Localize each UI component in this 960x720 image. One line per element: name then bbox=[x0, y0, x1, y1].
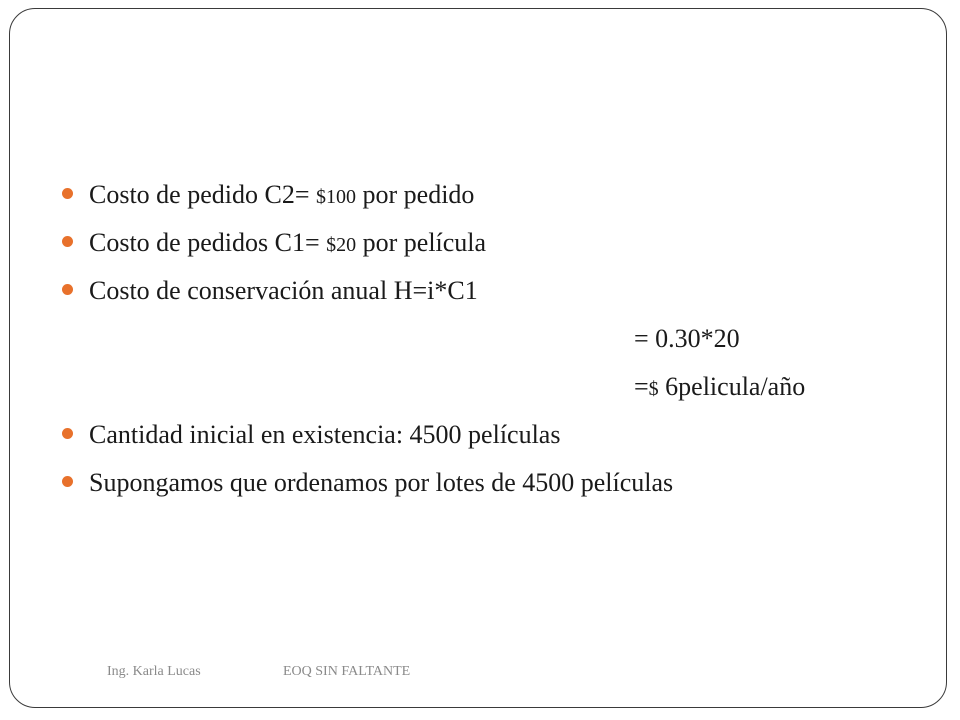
text-suffix: 6pelicula/año bbox=[658, 372, 806, 401]
footer-author: Ing. Karla Lucas bbox=[107, 664, 201, 679]
list-item-lot-size bbox=[62, 460, 902, 508]
bullet-icon bbox=[62, 476, 73, 487]
list-item-text bbox=[89, 220, 486, 268]
list-item-unit-cost bbox=[62, 220, 902, 268]
money-value: $100 bbox=[316, 186, 356, 208]
list-item-text: Cantidad inicial en existencia: 4500 películas bbox=[89, 420, 561, 449]
continuation-line-result bbox=[62, 364, 902, 412]
bullet-list bbox=[62, 172, 902, 508]
continuation-text: = 0.30*20 bbox=[634, 324, 740, 353]
money-value: $ bbox=[648, 378, 659, 400]
bullet-icon bbox=[62, 188, 73, 199]
money-value: $20 bbox=[326, 234, 357, 256]
list-item-initial-stock bbox=[62, 412, 902, 460]
text-prefix: Costo de pedidos C1= bbox=[89, 228, 327, 257]
bullet-icon bbox=[62, 284, 73, 295]
text-prefix: = bbox=[634, 372, 649, 401]
text-suffix: por película bbox=[356, 228, 487, 257]
bullet-icon bbox=[62, 236, 73, 247]
list-item-ordering-cost bbox=[62, 172, 902, 220]
list-item-text: Costo de conservación anual H=i*C1 bbox=[89, 276, 478, 305]
continuation-line-calc bbox=[62, 316, 902, 364]
text-suffix: por pedido bbox=[356, 180, 475, 209]
list-item-holding-cost bbox=[62, 268, 902, 316]
bullet-icon bbox=[62, 428, 73, 439]
continuation-text bbox=[634, 364, 805, 412]
list-item-text: Supongamos que ordenamos por lotes de 4500 películas bbox=[89, 468, 674, 497]
footer-title: EOQ SIN FALTANTE bbox=[283, 664, 411, 679]
list-item-text bbox=[89, 172, 474, 220]
text-prefix: Costo de pedido C2= bbox=[89, 180, 316, 209]
